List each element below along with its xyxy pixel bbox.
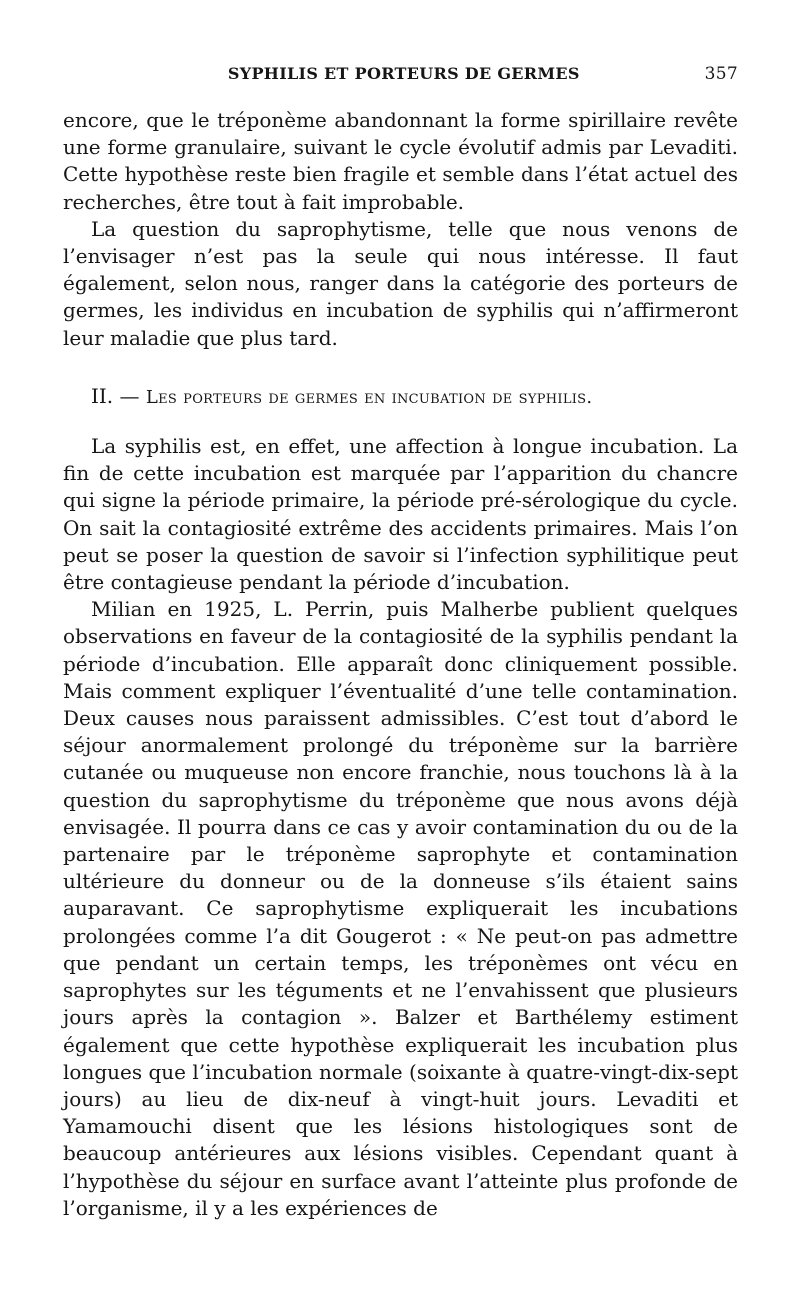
paragraph-1: encore, que le tréponème abandonnant la forme spirillaire revête une forme granulaire, suivant le cycle évolutif admis par Levaditi. Cette hypothèse reste bien fragile et semble dans l’état actuel des recherches, être tout à fait improbable. — [63, 108, 738, 214]
section-number: II. — [91, 383, 114, 408]
body-text — [63, 107, 738, 1222]
running-header — [63, 64, 738, 84]
section-heading — [63, 383, 738, 411]
paragraph-4: Milian en 1925, L. Perrin, puis Malherbe publient quelques observations en faveur de la contagiosité de la syphilis pendant la période d’incubation. Elle apparaît donc cliniquement possible. Mais comment expliquer l’éventualité d’une telle contamination. Deux causes nous paraissent admissibles. C’est tout d’abord le séjour anormalement prolongé du tréponème sur la barrière cutanée ou muqueuse non encore franchie, nous touchons là à la question du saprophytisme du tréponème que nous avons déjà envisagée. Il pourra dans ce cas y avoir contamination du ou de la partenaire par le tréponème saprophyte et contamination ultérieure du donneur ou de la donneuse s’ils étaient sains auparavant. Ce saprophytisme expliquerait les incubations prolongées comme l’a dit Gougerot : « Ne peut-on pas admettre que pendant un certain temps, les tréponèmes ont vécu en saprophytes sur les téguments et ne l’envahissent que plusieurs jours après la contagion ». Balzer et Barthélemy estiment également que cette hypothèse expliquerait les incubation plus longues que l’incubation normale (soixante à quatre-vingt-dix-sept jours) au lieu de dix-neuf à vingt-huit jours. Levaditi et Yamamouchi disent que les lésions histologiques sont de beaucoup antérieures aux lésions visibles. Cependant quant à l’hypothèse du séjour en surface avant l’atteinte plus profonde de l’organisme, il y a les expériences de — [63, 597, 738, 1220]
page-number: 357 — [704, 64, 738, 84]
running-title: SYPHILIS ET PORTEURS DE GERMES — [227, 64, 580, 83]
section-title: Les porteurs de germes en incubation de syphilis. — [145, 386, 593, 408]
paragraph-3: La syphilis est, en effet, une affection à longue incubation. La fin de cette incubation est marquée par l’apparition du chancre qui signe la période primaire, la période pré-sérologique du cycle. On sait la contagiosité extrême des accidents primaires. Mais l’on peut se poser la question de savoir si l’infection syphilitique peut être contagieuse pendant la période d’incubation. — [63, 434, 738, 595]
section-dash: — — [119, 383, 140, 408]
paragraph-2: La question du saprophytisme, telle que nous venons de l’envisager n’est pas la seule qui nous intéresse. Il faut également, selon nous, ranger dans la catégorie des porteurs de germes, les individus en incubation de syphilis qui n’affirmeront leur maladie que plus tard. — [63, 216, 738, 350]
